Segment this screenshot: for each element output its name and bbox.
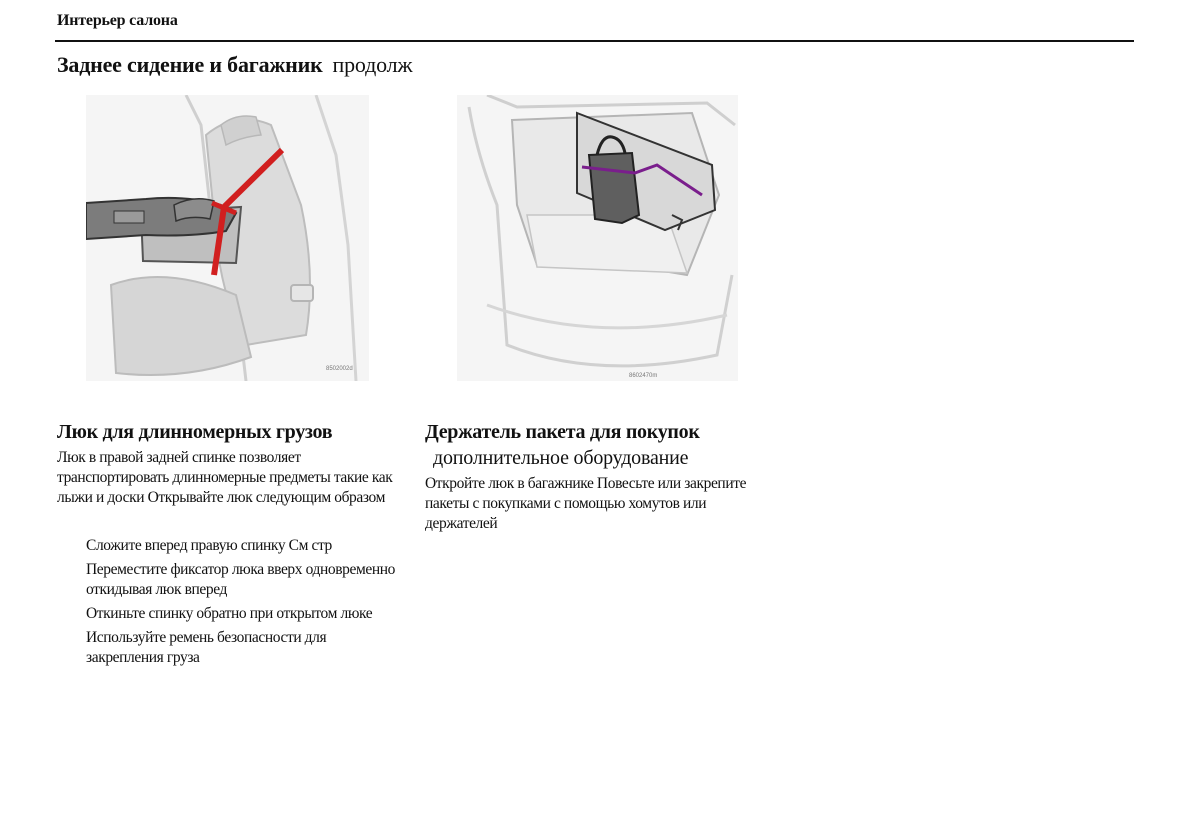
- list-item: Используйте ремень безопасности для закрепления груза: [86, 629, 327, 666]
- page-title-main: Заднее сидение и багажник: [57, 52, 323, 77]
- ski-hatch-steps: [86, 536, 402, 672]
- list-item: Переместите фиксатор люка вверх одновременно откидывая люк вперед: [86, 561, 396, 598]
- bag-holder-subheading: дополнительное оборудование: [433, 447, 689, 469]
- rear-seat-hatch-illustration: [86, 95, 369, 381]
- bag-holder-heading: Держатель пакета для покупок: [425, 421, 700, 443]
- trunk-bag-holder-illustration: [457, 95, 738, 381]
- header-rule: [55, 40, 1134, 42]
- ski-hatch-heading: Люк для длинномерных грузов: [57, 421, 333, 443]
- list-item: Сложите вперед правую спинку См стр: [86, 537, 332, 554]
- trunk-illustration-code: 8602470m: [629, 373, 658, 379]
- bag-holder-text: Откройте люк в багажнике Повесьте или закрепите пакеты с покупками с помощью хомутов или держателей: [425, 475, 747, 532]
- seat-illustration-code: 8502002d: [326, 366, 353, 372]
- list-item: Откиньте спинку обратно при открытом люке: [86, 605, 373, 622]
- page-title: [57, 52, 412, 78]
- ski-hatch-intro: Люк в правой задней спинке позволяет транспортировать длинномерные предметы такие как лыжи и доски Открывайте люк следующим образом: [57, 449, 393, 506]
- page-title-suffix: продолж: [332, 52, 413, 77]
- section-header: Интерьер салона: [57, 12, 178, 29]
